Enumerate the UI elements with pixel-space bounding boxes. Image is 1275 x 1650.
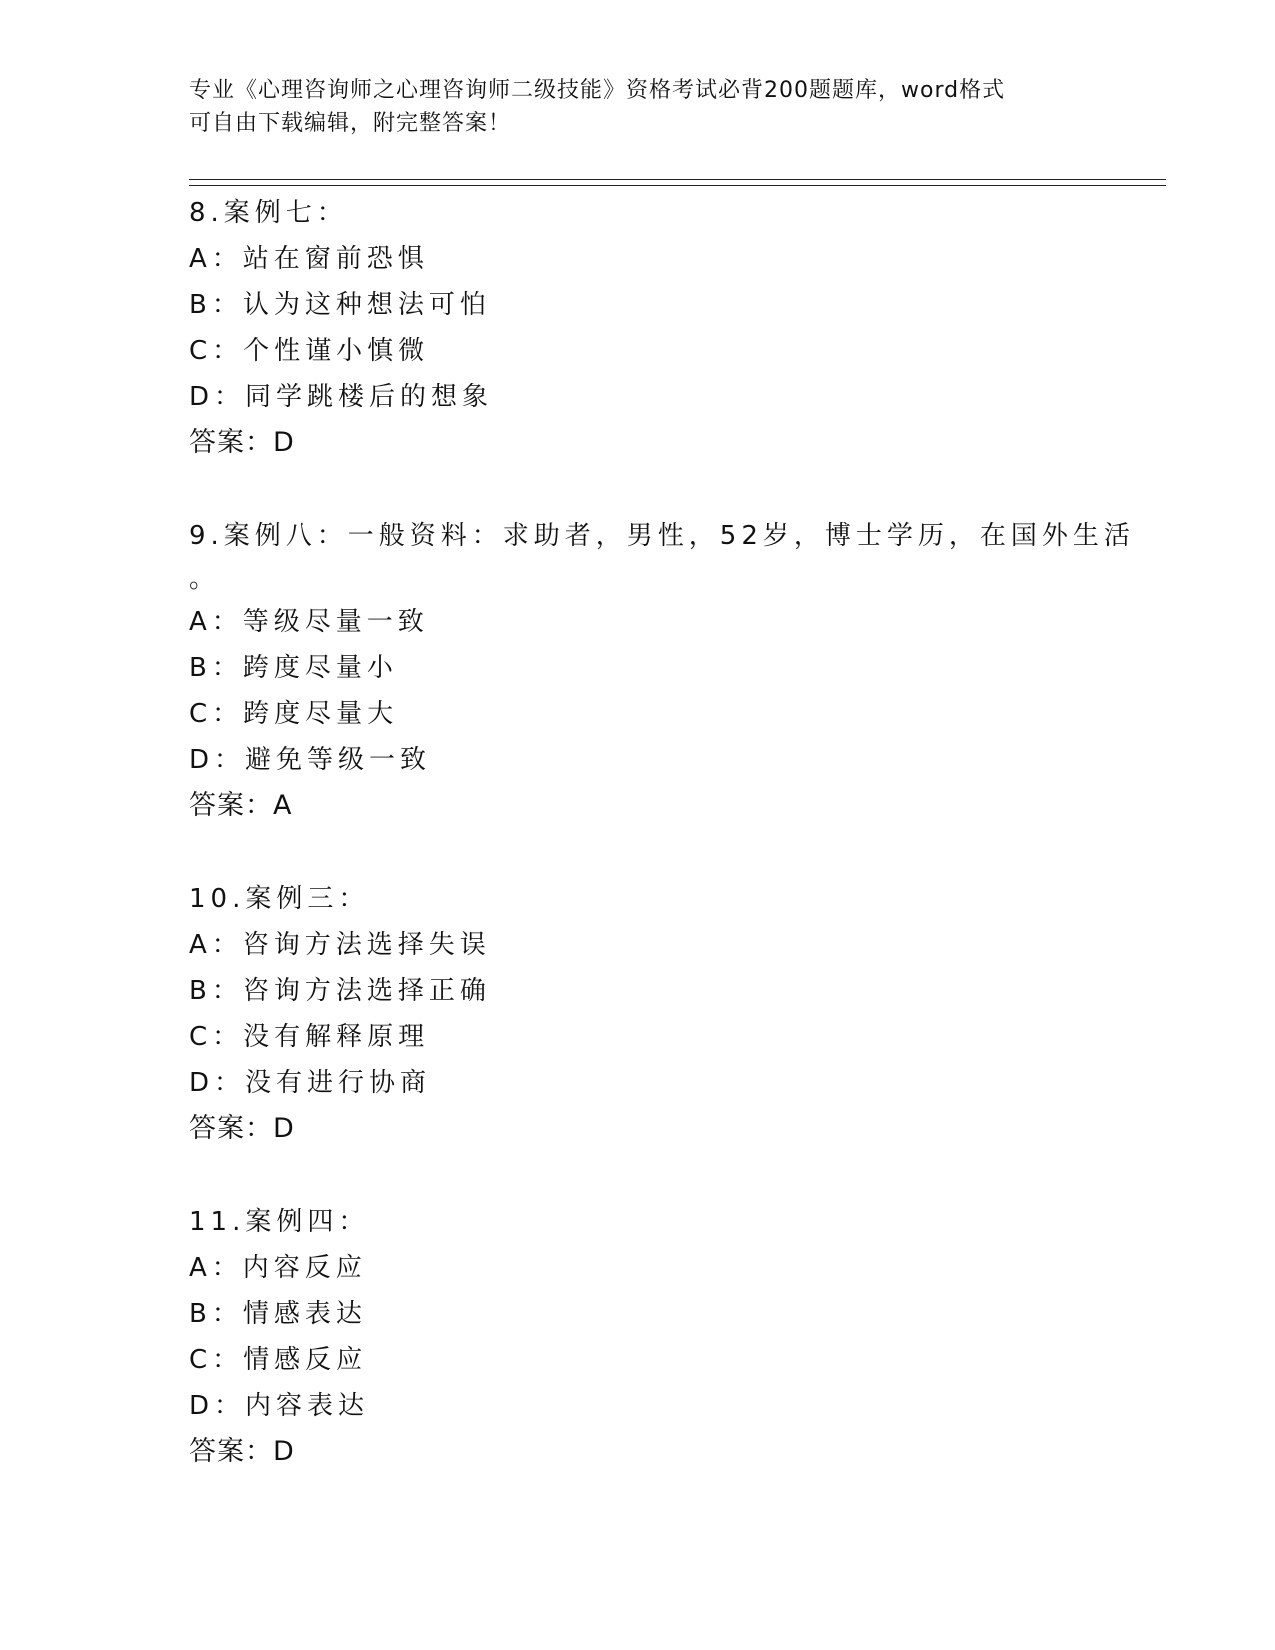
option-c: C：跨度尽量大 [189,699,399,729]
option-b: B：咨询方法选择正确 [189,976,491,1006]
option-c: C：没有解释原理 [189,1022,430,1052]
question-list [189,190,1135,1522]
question-stem: 10.案例三： [189,884,370,914]
option-c: C：情感反应 [189,1345,368,1375]
answer: 答案：D [189,427,295,458]
option-c: C：个性谨小慎微 [189,336,430,366]
question-8 [189,190,1089,466]
header-divider-top [189,179,1166,180]
question-stem: 8.案例七： [189,198,348,228]
question-11 [189,1199,1089,1475]
question-stem-continuation: 。 [189,564,221,594]
question-9 [189,513,1135,829]
option-d: D：同学跳楼后的想象 [189,382,494,412]
header-title-line-2: 可自由下载编辑，附完整答案！ [189,111,512,136]
header-divider-bottom [189,185,1166,186]
option-a: A：咨询方法选择失误 [189,930,491,960]
answer: 答案：A [189,790,293,821]
question-stem: 9.案例八：一般资料：求助者，男性，52岁，博士学历，在国外生活 [189,521,1135,551]
option-d: D：内容表达 [189,1391,370,1421]
option-d: D：避免等级一致 [189,745,432,775]
question-stem: 11.案例四： [189,1207,370,1237]
answer: 答案：D [189,1436,295,1467]
header-title-line-1: 专业《心理咨询师之心理咨询师二级技能》资格考试必背200题题库，word格式 [189,78,1006,103]
option-a: A：内容反应 [189,1253,367,1283]
option-a: A：站在窗前恐惧 [189,244,429,274]
question-10 [189,876,1089,1152]
option-a: A：等级尽量一致 [189,607,429,637]
option-b: B：跨度尽量小 [189,653,398,683]
answer: 答案：D [189,1113,295,1144]
document-header [189,74,1069,140]
option-d: D：没有进行协商 [189,1068,432,1098]
option-b: B：认为这种想法可怕 [189,290,491,320]
option-b: B：情感表达 [189,1299,367,1329]
